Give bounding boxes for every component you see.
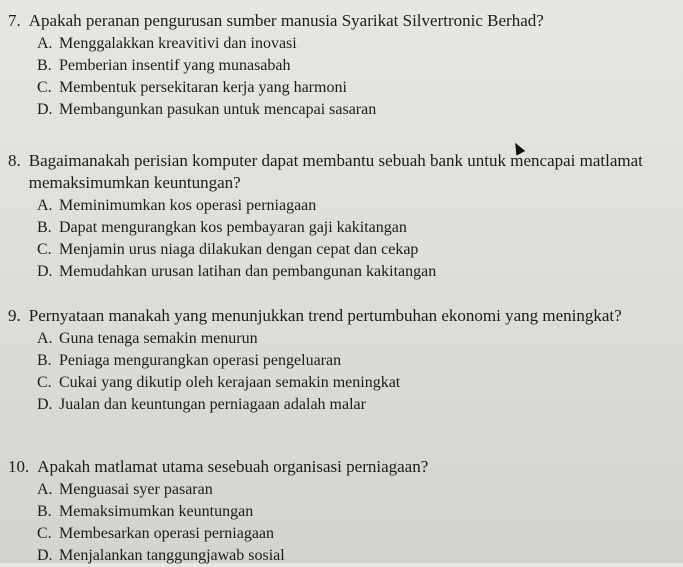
option-d[interactable] [8, 99, 678, 121]
option-text: Membentuk persekitaran kerja yang harmoni [59, 79, 347, 96]
question-text: Apakah peranan pengurusan sumber manusia Syarikat Silvertronic Berhad? [28, 11, 544, 30]
options-list [8, 328, 678, 416]
option-text: Cukai yang dikutip oleh kerajaan semakin meningkat [59, 374, 401, 391]
option-c[interactable] [8, 372, 678, 394]
option-d[interactable] [8, 545, 678, 567]
question-stem [8, 305, 678, 327]
option-d[interactable] [8, 394, 678, 416]
options-list [8, 195, 678, 283]
question-text: Apakah matlamat utama sesebuah organisasi perniagaan? [37, 457, 429, 476]
question-10 [8, 456, 678, 567]
option-letter: D. [37, 547, 53, 564]
options-list [8, 33, 678, 121]
option-a[interactable] [8, 479, 678, 501]
option-b[interactable] [8, 350, 678, 372]
option-letter: D. [37, 101, 53, 118]
option-text: Guna tenaga semakin menurun [59, 330, 258, 347]
option-text: Menguasai syer pasaran [59, 481, 213, 498]
question-text: Pernyataan manakah yang menunjukkan trend pertumbuhan ekonomi yang meningkat? [28, 306, 622, 325]
question-number: 9. [8, 306, 21, 325]
option-d[interactable] [8, 261, 678, 283]
option-letter: C. [37, 525, 52, 542]
option-letter: B. [37, 352, 52, 369]
option-text: Peniaga mengurangkan operasi pengeluaran [59, 352, 342, 369]
option-b[interactable] [8, 55, 678, 77]
option-letter: A. [37, 35, 53, 52]
option-c[interactable] [8, 239, 678, 261]
option-letter: B. [37, 57, 52, 74]
option-b[interactable] [8, 217, 678, 239]
option-letter: D. [37, 263, 53, 280]
option-text: Membangunkan pasukan untuk mencapai sasaran [59, 101, 377, 118]
option-b[interactable] [8, 501, 678, 523]
option-text: Jualan dan keuntungan perniagaan adalah malar [59, 396, 366, 413]
options-list [8, 479, 678, 567]
question-stem [8, 456, 678, 478]
option-text: Memudahkan urusan latihan dan pembangunan kakitangan [59, 263, 437, 280]
question-9 [8, 305, 678, 416]
option-c[interactable] [8, 523, 678, 545]
option-text: Membesarkan operasi perniagaan [59, 525, 275, 542]
question-7 [8, 10, 678, 121]
option-text: Dapat mengurangkan kos pembayaran gaji kakitangan [59, 219, 407, 236]
question-stem [8, 150, 678, 194]
option-letter: B. [37, 219, 52, 236]
option-a[interactable] [8, 33, 678, 55]
option-text: Menggalakkan kreavitivi dan inovasi [59, 35, 297, 52]
question-number: 8. [8, 151, 21, 170]
option-letter: D. [37, 396, 53, 413]
question-8 [8, 150, 678, 283]
question-number: 10. [8, 457, 30, 476]
option-text: Menjamin urus niaga dilakukan dengan cepat dan cekap [59, 241, 419, 258]
option-letter: C. [37, 241, 52, 258]
option-letter: B. [37, 503, 52, 520]
option-text: Menjalankan tanggungjawab sosial [59, 547, 285, 564]
option-c[interactable] [8, 77, 678, 99]
option-letter: A. [37, 481, 53, 498]
option-text: Meminimumkan kos operasi perniagaan [59, 197, 317, 214]
option-letter: A. [37, 330, 53, 347]
question-text: Bagaimanakah perisian komputer dapat membantu sebuah bank untuk mencapai matlamat memaksimumkan keuntungan? [28, 151, 643, 192]
option-text: Memaksimumkan keuntungan [59, 503, 254, 520]
question-number: 7. [8, 11, 21, 30]
option-a[interactable] [8, 328, 678, 350]
option-a[interactable] [8, 195, 678, 217]
option-letter: C. [37, 79, 52, 96]
option-letter: A. [37, 197, 53, 214]
option-letter: C. [37, 374, 52, 391]
option-text: Pemberian insentif yang munasabah [59, 57, 291, 74]
question-stem [8, 10, 678, 32]
